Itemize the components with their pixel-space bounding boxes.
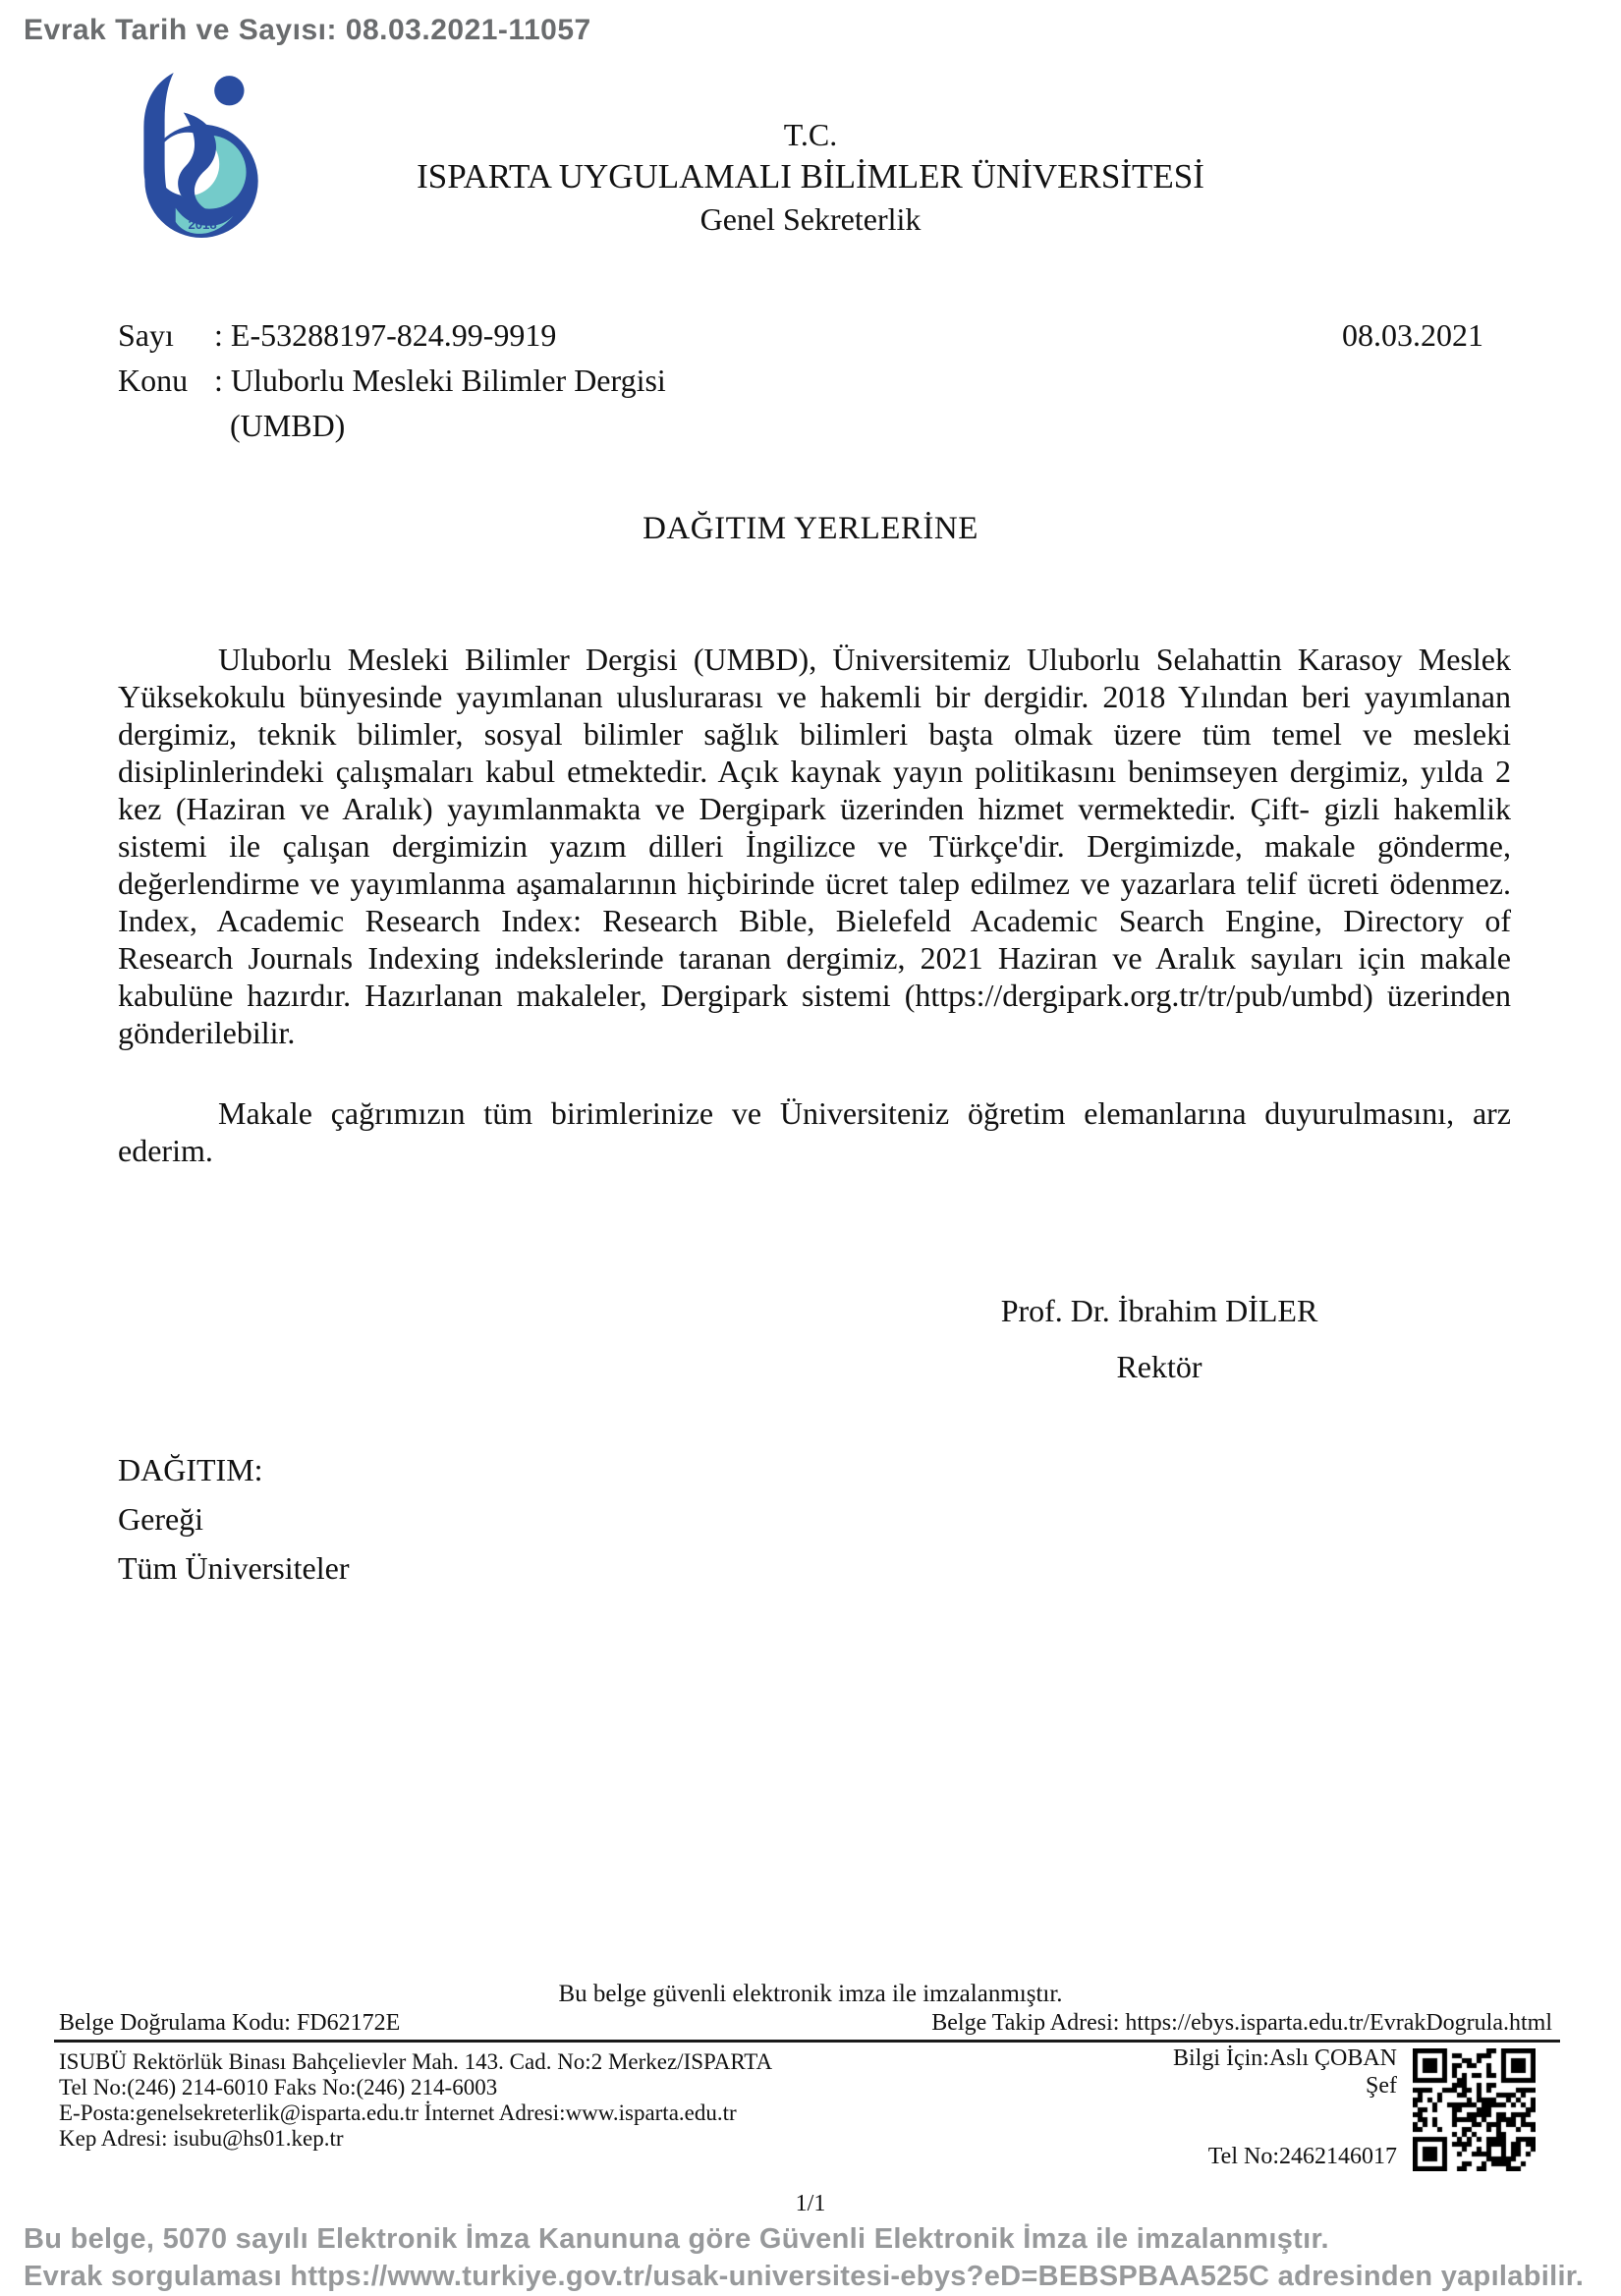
meta-row-konu-line2 — [118, 403, 666, 448]
letterhead — [0, 114, 1621, 240]
sayi-value: : E-53288197-824.99-9919 — [214, 317, 557, 353]
distribution-line-geregi: Gereği — [118, 1501, 204, 1537]
bottom-legal-line2: Evrak sorgulaması https://www.turkiye.gov.tr/usak-universitesi-ebys?eD=BEBSPBAA525C adresinden yapılabilir. — [24, 2261, 1585, 2292]
contact-title: Şef — [1366, 2073, 1397, 2099]
footer-address-block — [59, 2049, 772, 2152]
footer-kep: Kep Adresi: isubu@hs01.kep.tr — [59, 2126, 344, 2151]
document-meta — [118, 312, 666, 448]
recipient-heading: DAĞITIM YERLERİNE — [643, 511, 978, 546]
qr-code — [1413, 2048, 1536, 2171]
esign-note: Bu belge güvenli elektronik imza ile imzalanmıştır. — [558, 1981, 1063, 2007]
distribution-block — [118, 1445, 349, 1593]
logo-year-text: 2018 — [188, 216, 217, 232]
distribution-heading: DAĞITIM: — [118, 1452, 263, 1487]
footer-phones: Tel No:(246) 214-6010 Faks No:(246) 214-6003 — [59, 2075, 498, 2100]
footer-contact-block — [886, 2045, 1397, 2169]
document-date: 08.03.2021 — [1342, 317, 1483, 353]
konu-value: : Uluborlu Mesleki Bilimler Dergisi — [214, 363, 666, 398]
bottom-legal-notice — [24, 2220, 1611, 2295]
footer-address: ISUBÜ Rektörlük Binası Bahçelievler Mah. 143. Cad. No:2 Merkez/ISPARTA — [59, 2049, 773, 2074]
signer-name: Prof. Dr. İbrahim DİLER — [1000, 1293, 1318, 1328]
verification-row — [59, 2010, 1552, 2037]
contact-phone: Tel No:2462146017 — [1207, 2144, 1397, 2169]
verification-code: Belge Doğrulama Kodu: FD62172E — [59, 2010, 401, 2036]
letterhead-university-name: ISPARTA UYGULAMALI BİLİMLER ÜNİVERSİTESİ — [417, 157, 1204, 196]
sayi-label: Sayı — [118, 317, 174, 353]
letterhead-department: Genel Sekreterlik — [699, 201, 922, 237]
footer-email-web: E-Posta:genelsekreterlik@isparta.edu.tr İnternet Adresi:www.isparta.edu.tr — [59, 2100, 737, 2125]
meta-row-sayi — [118, 312, 666, 358]
signer-title: Rektör — [1116, 1349, 1202, 1384]
letterhead-tc: T.C. — [783, 117, 838, 152]
meta-row-konu — [118, 358, 666, 403]
konu-label: Konu — [118, 363, 189, 398]
footer-divider — [54, 2040, 1560, 2043]
distribution-line-universities: Tüm Üniversiteler — [118, 1550, 350, 1586]
contact-person: Bilgi İçin:Aslı ÇOBAN — [1172, 2045, 1397, 2071]
bottom-legal-line1: Bu belge, 5070 sayılı Elektronik İmza Kanununa göre Güvenli Elektronik İmza ile imzalanmıştır. — [24, 2223, 1329, 2255]
signature-block — [980, 1293, 1338, 1385]
body-paragraph-1: Uluborlu Mesleki Bilimler Dergisi (UMBD), Üniversitemiz Uluborlu Selahattin Karasoy Meslek Yüksekokulu bünyesinde yayımlanan uluslurarası ve hakemli bir dergidir. 2018 Yılından beri yayımlanan dergimiz, teknik bilimler, sosyal bilimler sağlık bilimleri başta olmak üzere tüm temel ve mesleki disiplinlerindeki çalışmaları kabul etmektedir. Açık kaynak yayın politikasını benimseyen dergimiz, yılda 2 kez (Haziran ve Aralık) yayımlanmakta ve Dergipark üzerinden hizmet vermektedir. Çift- gizli hakemlik sistemi ile çalışan dergimizin yazım dilleri İngilizce ve Türkçe'dir. Dergimizde, makale gönderme, değerlendirme ve yayımlanma aşamalarının hiçbirinde ücret talep edilmez ve yazarlara telif ücreti ödenmez. Index, Academic Research Index: Research Bible, Bielefeld Academic Search Engine, Directory of Research Journals Indexing indekslerinde taranan dergimiz, 2021 Haziran ve Aralık sayıları için makale kabulüne hazırdır. Hazırlanan makaleler, Dergipark sistemi (https://dergipark.org.tr/tr/pub/umbd) üzerinden gönderilebilir. — [118, 642, 1511, 1050]
body-paragraph-2: Makale çağrımızın tüm birimlerinize ve Üniversiteniz öğretim elemanlarına duyurulmasını, arz ederim. — [118, 1095, 1511, 1168]
tracking-address: Belge Takip Adresi: https://ebys.isparta.edu.tr/EvrakDogrula.html — [931, 2010, 1552, 2036]
konu-value-line2: (UMBD) — [230, 408, 346, 443]
page-number: 1/1 — [795, 2191, 826, 2216]
document-date-number-stamp: Evrak Tarih ve Sayısı: 08.03.2021-11057 — [24, 14, 591, 46]
